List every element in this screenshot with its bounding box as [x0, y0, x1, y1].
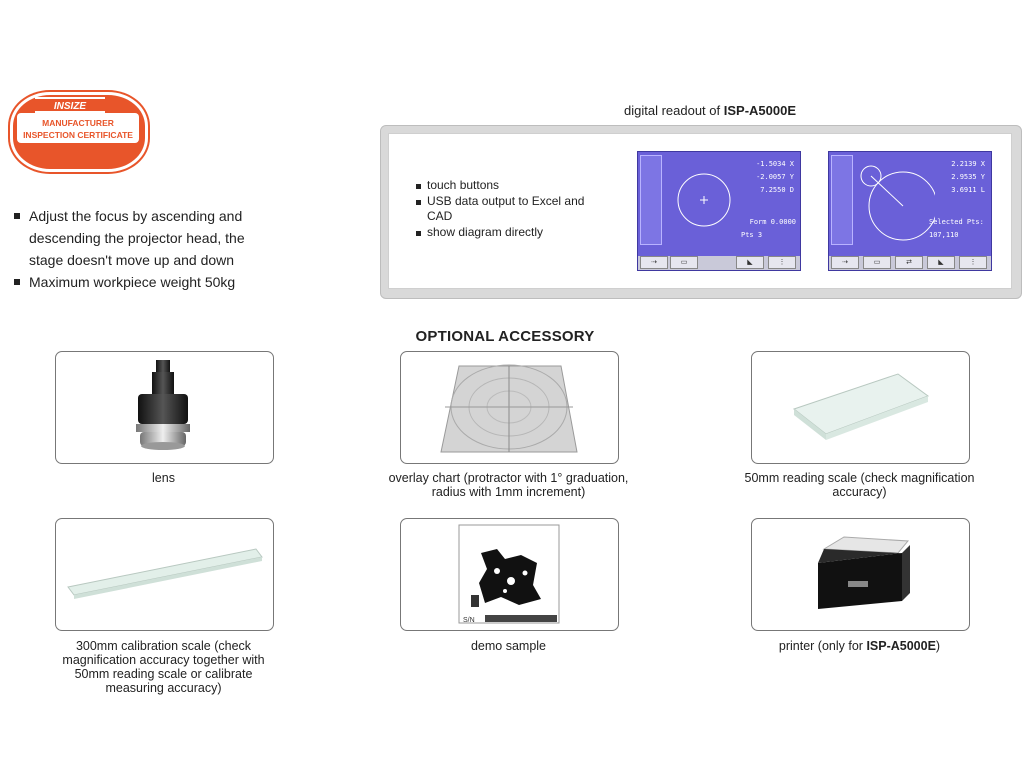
folder-button[interactable]: ▭ [863, 256, 891, 269]
badge-line-2: INSPECTION CERTIFICATE [23, 130, 133, 140]
insize-logo: INSIZE [35, 97, 105, 113]
screen-button-bar [638, 256, 800, 270]
accessory-card-lens [55, 351, 274, 464]
screen-value: 7.2550 D [760, 186, 794, 194]
demo-sample-image [401, 519, 618, 630]
printer-image [752, 519, 969, 630]
readout-title-prefix: digital readout of [624, 103, 724, 118]
settings-button[interactable]: ⋮ [768, 256, 796, 269]
caption-suffix: ) [935, 639, 941, 653]
measure-button[interactable]: ◣ [736, 256, 764, 269]
readout-feature: show diagram directly [416, 225, 606, 241]
screen-value: 3.6911 L [951, 186, 985, 194]
accessory-title: OPTIONAL ACCESSORY [415, 328, 595, 345]
caption-prefix: printer (only for [778, 639, 867, 653]
readout-screen-circle [637, 151, 801, 271]
export-button[interactable]: ⇢ [831, 256, 859, 269]
screen-status-line: 107,110 [929, 231, 959, 239]
accessory-card-overlay-chart [400, 351, 619, 464]
screen-status-line: Pts 3 [741, 231, 763, 239]
feature-item: Adjust the focus by ascending and descending the projector head, the stage doesn't move up and down [14, 205, 274, 271]
screen-status-line: Selected Pts: [929, 218, 984, 226]
overlay-chart-image [401, 352, 618, 463]
accessory-card-calibration-scale [55, 518, 274, 631]
readout-title [560, 103, 860, 118]
readout-feature: USB data output to Excel and CAD [416, 194, 606, 225]
screen-value: -2.0057 Y [756, 173, 794, 181]
screen-status [646, 216, 798, 242]
measure-button[interactable]: ◣ [927, 256, 955, 269]
screen-value: -1.5034 X [756, 160, 794, 168]
swap-button[interactable]: ⇄ [895, 256, 923, 269]
lens-image [56, 352, 273, 463]
screen-values [708, 158, 794, 197]
screen-value: 2.2139 X [951, 160, 985, 168]
feature-list [14, 205, 274, 293]
accessory-card-demo-sample [400, 518, 619, 631]
screen-status [829, 216, 989, 242]
accessory-caption: 50mm reading scale (check magnification accuracy) [744, 471, 975, 499]
readout-title-model: ISP-A5000E [723, 103, 796, 118]
settings-button[interactable]: ⋮ [959, 256, 987, 269]
readout-features [416, 178, 606, 240]
feature-item: Maximum workpiece weight 50kg [14, 271, 274, 293]
screen-status-line: Form 0.0000 [749, 218, 796, 226]
calibration-scale-image [56, 519, 273, 630]
accessory-caption: lens [152, 471, 175, 485]
svg-text:S/N: S/N [463, 617, 475, 624]
screen-values [899, 158, 985, 197]
export-button[interactable]: ⇢ [640, 256, 668, 269]
screen-button-bar [829, 256, 991, 270]
accessory-card-reading-scale [751, 351, 970, 464]
badge-line-1: MANUFACTURER [42, 118, 114, 128]
reading-scale-image [752, 352, 969, 463]
readout-feature: touch buttons [416, 178, 606, 194]
accessory-caption [736, 639, 983, 653]
accessory-caption: 300mm calibration scale (check magnification accuracy together with 50mm reading scale or calibrate measuring accuracy) [62, 639, 265, 695]
screen-value: 2.9535 Y [951, 173, 985, 181]
readout-screen-distance [828, 151, 992, 271]
caption-model: ISP-A5000E [866, 639, 936, 653]
accessory-caption: demo sample [470, 639, 547, 653]
accessory-caption: overlay chart (protractor with 1° graduation, radius with 1mm increment) [388, 471, 629, 499]
accessory-card-printer [751, 518, 970, 631]
folder-button[interactable]: ▭ [670, 256, 698, 269]
